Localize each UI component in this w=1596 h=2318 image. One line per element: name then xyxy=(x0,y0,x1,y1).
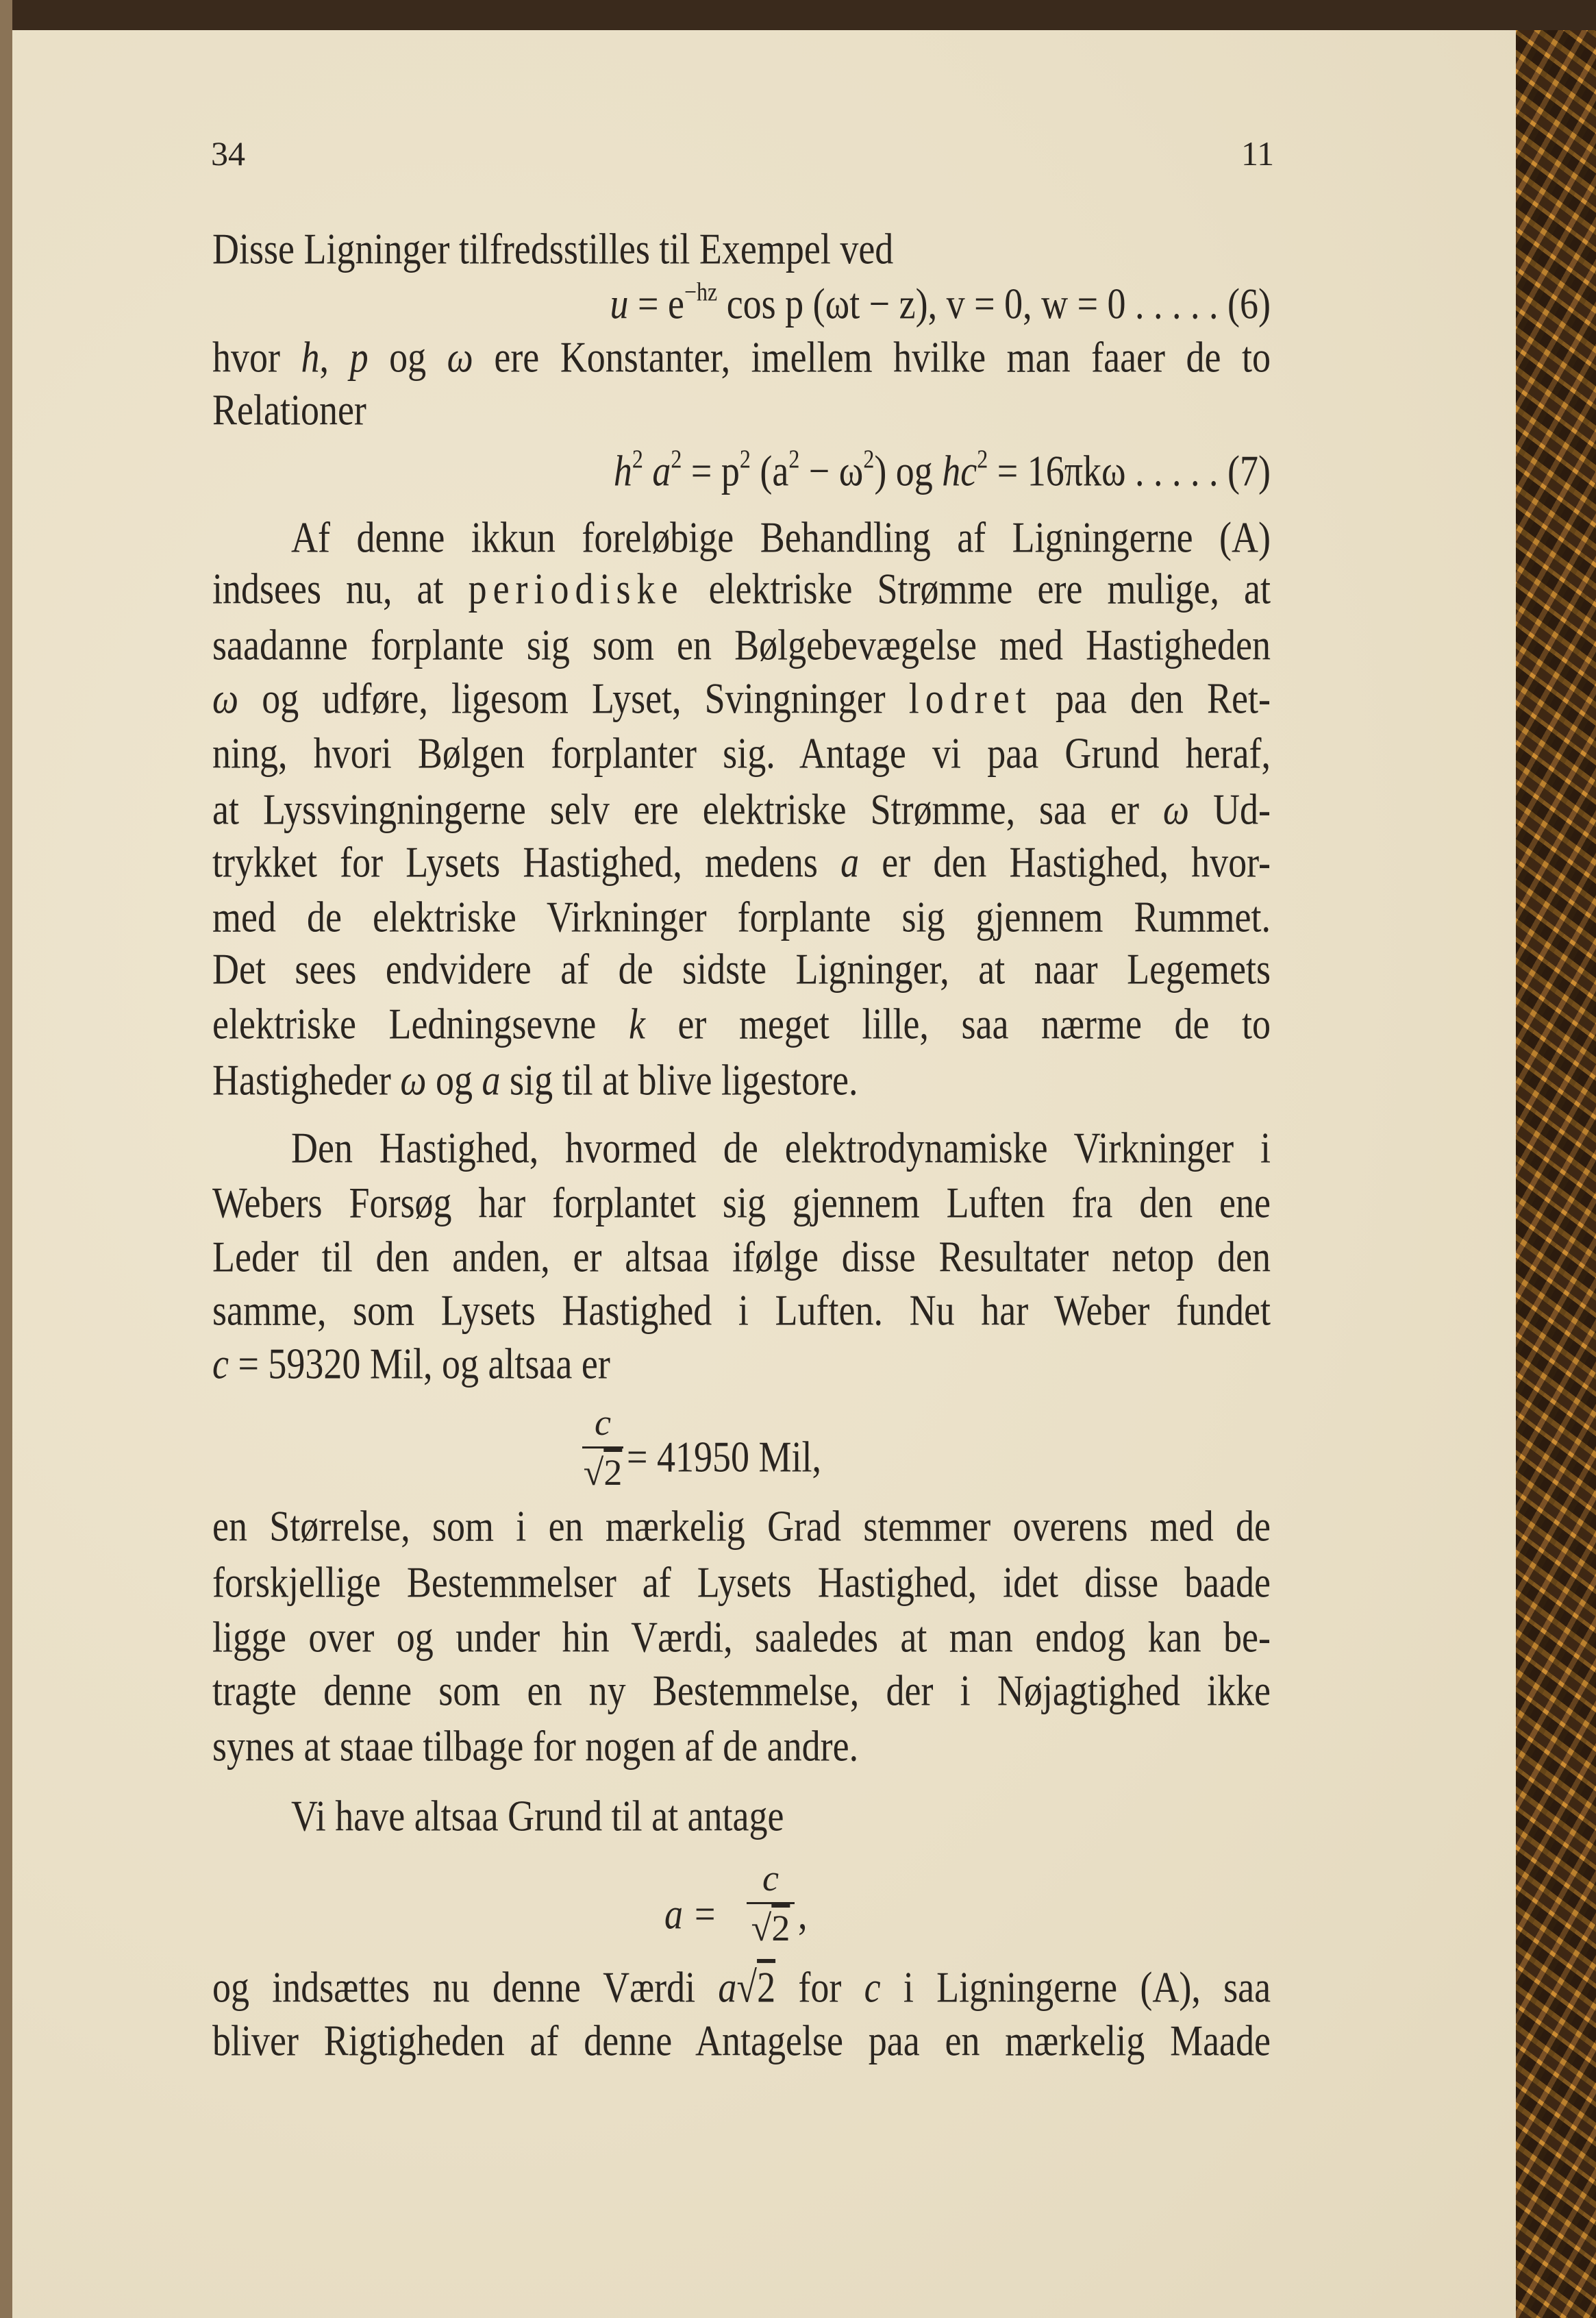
text-line: synes at staae tilbage for nogen af de andre. xyxy=(212,1721,859,1771)
text: hvor xyxy=(212,332,280,382)
eq-part: = 16πkω . . . . . (7) xyxy=(988,446,1271,495)
eq-part: (a xyxy=(750,446,789,495)
root-sign: √ xyxy=(751,1908,772,1949)
text: sig til at blive ligestore. xyxy=(510,1055,858,1105)
comma: , xyxy=(798,1889,808,1938)
text-line: saadanne forplante sig som en Bølgebevægelse med Hastigheden xyxy=(212,620,1271,669)
var-p: p xyxy=(349,332,369,382)
equation-6 xyxy=(410,275,1271,332)
text: for xyxy=(798,1962,842,2012)
text: indsees nu, at xyxy=(212,564,444,613)
text: elektriske Strømme ere mulige, at xyxy=(708,564,1271,613)
denominator xyxy=(747,1907,795,1949)
eq-part: 2 xyxy=(788,444,800,473)
text: og udføre, ligesom Lyset, Svingninger xyxy=(262,674,886,723)
eq-exponent: −hz xyxy=(684,277,718,306)
text: , xyxy=(319,332,329,382)
eq-part: 2 xyxy=(739,444,751,473)
text-line: bliver Rigtigheden af denne Antagelse paa en mærkelig Maade xyxy=(212,2016,1271,2065)
text-line: ligge over og under hin Værdi, saaledes at man endog kan be- xyxy=(212,1612,1271,1662)
text-line xyxy=(212,560,1271,617)
var-omega: ω xyxy=(400,1055,427,1105)
eq-part: = p xyxy=(682,446,740,495)
text-line: Vi have altsaa Grund til at antage xyxy=(291,1791,784,1840)
text-line: forskjellige Bestemmelser af Lysets Hastighed, idet disse baade xyxy=(212,1557,1271,1607)
root-sign: √ xyxy=(736,1962,758,2012)
text-line: en Størrelse, som i en mærkelig Grad stemmer overens med de xyxy=(212,1501,1271,1551)
var-k: k xyxy=(628,999,645,1048)
eq-part: a = xyxy=(664,1889,717,1938)
radicand: 2 xyxy=(771,1908,790,1949)
text: = 59320 Mil, og altsaa er xyxy=(238,1339,610,1388)
text-line: Af denne ikkun foreløbige Behandling af Ligningerne (A) xyxy=(291,513,1271,562)
text-line xyxy=(212,670,1271,727)
eq-part: = e xyxy=(638,279,684,328)
equation-result: = 41950 Mil, xyxy=(627,1432,821,1481)
text: at Lyssvingningerne selv ere elektriske Strømme, saa er xyxy=(212,785,1139,834)
text: trykket for Lysets Hastighed, medens xyxy=(212,837,818,887)
spaced-emphasis: lodret xyxy=(908,674,1032,723)
text: Hastigheder xyxy=(212,1055,391,1105)
text: og indsættes nu denne Værdi xyxy=(212,1962,696,2012)
spaced-emphasis: periodiske xyxy=(468,564,684,613)
eq-part: a xyxy=(643,446,671,495)
text: er meget lille, saa nærme de to xyxy=(677,999,1271,1048)
eq-part: 2 xyxy=(632,444,643,473)
var-h: h xyxy=(301,332,320,382)
text: og xyxy=(389,332,427,382)
text-line: Det sees endvidere af de sidste Ligninger, at naar Legemets xyxy=(212,944,1271,994)
text: ere Konstanter, imellem hvilke man faaer de to xyxy=(494,332,1271,382)
var-omega: ω xyxy=(1162,785,1190,834)
text: paa den Ret- xyxy=(1055,674,1271,723)
text: i Ligningerne (A), saa xyxy=(903,1962,1271,2012)
text-line xyxy=(212,1335,1271,1392)
eq-part: cos p (ωt − z), v = 0, w = 0 . . . . . (6) xyxy=(717,279,1271,328)
text-line xyxy=(212,781,1271,838)
text-line: Webers Forsøg har forplantet sig gjennem Luften fra den ene xyxy=(212,1178,1271,1227)
equation-7 xyxy=(493,443,1271,500)
var-c: c xyxy=(212,1339,229,1388)
eq-var: u xyxy=(610,279,629,328)
text-line: Relationer xyxy=(212,385,366,434)
equation-lhs xyxy=(664,1886,747,1943)
marbled-cover xyxy=(1516,30,1596,2318)
text-line xyxy=(212,1052,1271,1109)
eq-part: 2 xyxy=(977,444,988,473)
eq-part: hc xyxy=(932,446,977,495)
fraction-bar xyxy=(582,1446,623,1448)
eq-part: 2 xyxy=(863,444,875,473)
fraction-c-over-root2 xyxy=(747,1857,795,1949)
text-line: Den Hastighed, hvormed de elektrodynamiske Virkninger i xyxy=(291,1123,1271,1172)
text-line xyxy=(212,1959,1271,2016)
var-a: a xyxy=(840,837,860,887)
var-a: a xyxy=(718,1962,737,2012)
text-line: ning, hvori Bølgen forplanter sig. Antage vi paa Grund heraf, xyxy=(212,728,1271,778)
eq-part: og xyxy=(895,446,933,495)
var-c: c xyxy=(864,1962,881,2012)
eq-part: ) xyxy=(874,446,896,495)
binding-edge xyxy=(0,0,12,2318)
text-line: Disse Ligninger tilfredsstilles til Exempel ved xyxy=(212,224,894,273)
numerator: c xyxy=(762,1858,779,1899)
text: er den Hastighed, hvor- xyxy=(882,837,1271,887)
fraction-bar xyxy=(747,1902,795,1904)
var-omega: ω xyxy=(212,674,239,723)
text-line: med de elektriske Virkninger forplante sig gjennem Rummet. xyxy=(212,892,1271,941)
text-line: tragte denne som en ny Bestemmelse, der i Nøjagtighed ikke xyxy=(212,1666,1271,1715)
var-a: a xyxy=(482,1055,501,1105)
eq-part: h xyxy=(613,446,632,495)
var-omega: ω xyxy=(447,332,473,382)
eq-part: 2 xyxy=(671,444,682,473)
root-sign: √ xyxy=(583,1452,604,1493)
numerator: c xyxy=(595,1402,611,1443)
radicand: 2 xyxy=(757,1962,776,2012)
text-line: Leder til den anden, er altsaa ifølge disse Resultater netop den xyxy=(212,1232,1271,1281)
fraction-c-over-root2 xyxy=(582,1401,623,1494)
text-line: samme, som Lysets Hastighed i Luften. Nu har Weber fundet xyxy=(212,1285,1271,1335)
text-line xyxy=(212,996,1271,1052)
radicand: 2 xyxy=(603,1452,623,1493)
section-number: 11 xyxy=(1241,134,1275,173)
page-number-left: 34 xyxy=(211,134,245,173)
text: elektriske Ledningsevne xyxy=(212,999,597,1048)
text-line xyxy=(212,834,1271,891)
eq-part: − ω xyxy=(799,446,864,495)
denominator xyxy=(582,1451,623,1494)
text-line xyxy=(212,329,1271,386)
text: og xyxy=(436,1055,473,1105)
text: Ud- xyxy=(1213,785,1271,834)
